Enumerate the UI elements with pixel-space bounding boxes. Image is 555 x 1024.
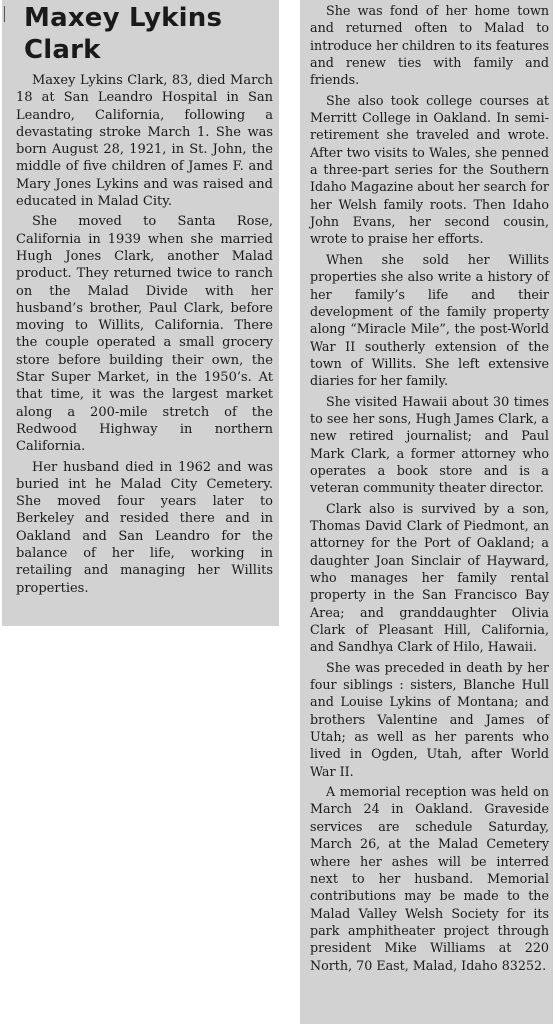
- obituary-column-left: [2, 0, 279, 626]
- obituary-headline: Maxey Lykins Clark: [24, 3, 223, 65]
- paragraph: She was fond of her home town and returned often to Malad to introduce her children to its features and renew ties with family and friends.: [310, 3, 549, 88]
- paragraph: She visited Hawaii about 30 times to see her sons, Hugh James Clark, a new retired journalist; and Paul Mark Clark, a former attorney who operates a book store and is a veteran community theater director.: [310, 393, 549, 496]
- paragraph: She moved to Santa Rose, California in 1939 when she married Hugh Jones Clark, another Malad product. They returned twice to ranch on the Malad Divide with her husband’s brother, Paul Clark, before moving to Willits, California. There the couple operated a small grocery store before building their own, the Star Super Market, in the 1950’s. At that time, it was the largest market along a 200-mile stretch of the Redwood Highway in northern California.: [16, 214, 273, 455]
- paragraph: A memorial reception was held on March 24 in Oakland. Graveside services are schedule Saturday, March 26, at the Malad Cemetery where her ashes will be interred next to her husband. Memorial contributions may be made to the Malad Valley Welsh Society for its park amphitheater project through president Mike Williams at 220 North, 70 East, Malad, Idaho 83252.: [310, 784, 549, 973]
- paragraph: She was preceded in death by her four siblings : sisters, Blanche Hull and Louise Lykins of Montana; and brothers Valentine and James of Utah; as well as her parents who lived in Ogden, Utah, after World War II.: [310, 659, 549, 779]
- paragraph: When she sold her Willits properties she also write a history of her family’s life and their development of the family property along “Miracle Mile”, the post-World War II southerly extension of the town of Willits. She left extensive diaries for her family.: [310, 251, 549, 389]
- paragraph: Clark also is survived by a son, Thomas David Clark of Piedmont, an attorney for the Port of Oakland; a daughter Joan Sinclair of Hayward, who manages her family rental property in the San Francisco Bay Area; and granddaughter Olivia Clark of Pleasant Hill, California, and Sandhya Clark of Hilo, Hawaii.: [310, 500, 549, 655]
- left-column-content: [2, 2, 279, 597]
- right-column-content: [300, 2, 553, 974]
- paragraph: Maxey Lykins Clark, 83, died March 18 at San Leandro Hospital in San Leandro, California, following a devastating stroke March 1. She was born August 28, 1921, in St. John, the middle of five children of James F. and Mary Jones Lykins and was raised and educated in Malad City.: [16, 73, 273, 210]
- obituary-column-right: [300, 0, 553, 1024]
- paragraph: She also took college courses at Merritt College in Oakland. In semi-retirement she traveled and wrote. After two visits to Wales, she penned a three-part series for the Southern Idaho Magazine about her search for her Welsh family roots. Then Idaho John Evans, her second cousin, wrote to praise her efforts.: [310, 92, 549, 247]
- paragraph: Her husband died in 1962 and was buried int he Malad City Cemetery. She moved four years later to Berkeley and resided there and in Oakland and San Leandro for the balance of her life, working in retailing and managing her Willits properties.: [16, 459, 273, 596]
